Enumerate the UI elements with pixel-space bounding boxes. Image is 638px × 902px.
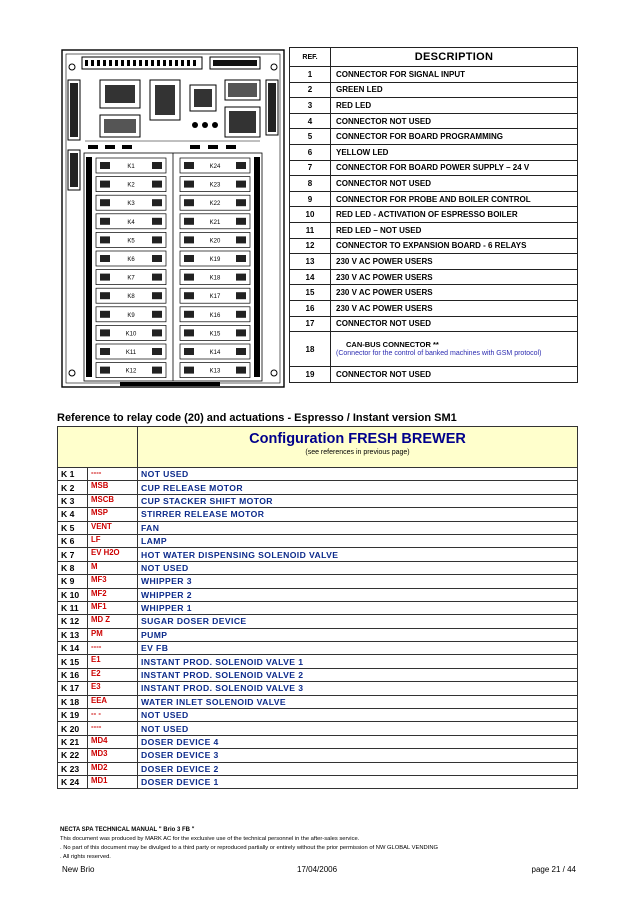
ref-number: 18 — [290, 332, 331, 367]
relay-id: K 13 — [58, 628, 88, 641]
config-header-cell — [138, 427, 578, 468]
board-relay-right — [180, 214, 250, 229]
relay-code: MD1 — [88, 775, 138, 788]
relay-row — [58, 775, 578, 788]
relay-label: K8 — [127, 294, 135, 301]
relay-id: K 14 — [58, 642, 88, 655]
ref-description: GREEN LED — [331, 82, 578, 98]
config-header-row — [58, 427, 578, 468]
relay-actuation: NOT USED — [138, 709, 578, 722]
relay-actuation: WHIPPER 2 — [138, 588, 578, 601]
relay-code: MSCB — [88, 494, 138, 507]
relay-code: MSB — [88, 481, 138, 494]
ref-row — [290, 367, 578, 383]
relay-actuation: NOT USED — [138, 561, 578, 574]
board-relay-left — [96, 195, 166, 210]
relay-id: K 11 — [58, 601, 88, 614]
relay-row — [58, 468, 578, 481]
board-relay-left — [96, 307, 166, 322]
relay-code: E2 — [88, 668, 138, 681]
ref-number: 12 — [290, 238, 331, 254]
footer-line: . No part of this document may be divulged to a third party or reproduced partially or entirely without the prior permission of NW GLOBAL VENDING — [60, 845, 439, 851]
relay-label: K12 — [125, 368, 137, 375]
ref-description: CONNECTOR NOT USED — [331, 367, 578, 383]
relay-id: K 9 — [58, 575, 88, 588]
ref-number: 16 — [290, 300, 331, 316]
ref-number: 8 — [290, 176, 331, 192]
relay-code: ---- — [88, 468, 138, 481]
ref-number: 9 — [290, 191, 331, 207]
relay-code: MD4 — [88, 735, 138, 748]
board-relay-left — [96, 251, 166, 266]
ref-table-header — [290, 48, 578, 67]
ref-number: 14 — [290, 269, 331, 285]
ref-row — [290, 67, 578, 83]
ref-description: RED LED - ACTIVATION OF ESPRESSO BOILER — [331, 207, 578, 223]
ref-row — [290, 98, 578, 114]
ref-row — [290, 269, 578, 285]
relay-row — [58, 494, 578, 507]
relay-id: K 10 — [58, 588, 88, 601]
relay-actuation: INSTANT PROD. SOLENOID VALVE 2 — [138, 668, 578, 681]
relay-id: K 8 — [58, 561, 88, 574]
ref-description: YELLOW LED — [331, 144, 578, 160]
relay-code: M — [88, 561, 138, 574]
relay-label: K23 — [209, 182, 221, 189]
relay-label: K19 — [209, 257, 221, 263]
ref-row — [290, 160, 578, 176]
board-relay-left — [96, 344, 166, 359]
board-diagram — [60, 45, 288, 390]
relay-row — [58, 615, 578, 628]
ref-description: CONNECTOR TO EXPANSION BOARD - 6 RELAYS — [331, 238, 578, 254]
relay-actuation: HOT WATER DISPENSING SOLENOID VALVE — [138, 548, 578, 561]
relay-code: MF3 — [88, 575, 138, 588]
board-relay-right — [180, 232, 250, 247]
relay-id: K 20 — [58, 722, 88, 735]
relay-id: K 17 — [58, 682, 88, 695]
footer-left: New Brio — [62, 865, 95, 874]
relay-id: K 19 — [58, 709, 88, 722]
ref-row — [290, 207, 578, 223]
footer-date: 17/04/2006 — [297, 865, 338, 874]
relay-id: K 18 — [58, 695, 88, 708]
relay-label: K7 — [127, 275, 135, 282]
relay-row — [58, 735, 578, 748]
relay-label: K20 — [209, 238, 221, 245]
ref-number: 10 — [290, 207, 331, 223]
relay-section-heading: Reference to relay code (20) and actuations - Espresso / Instant version SM1 — [57, 412, 457, 424]
relay-label: K10 — [125, 331, 137, 338]
relay-code: MD3 — [88, 749, 138, 762]
ref-description: RED LED — [331, 98, 578, 114]
ref-description: 230 V AC POWER USERS — [331, 269, 578, 285]
relay-code: PM — [88, 628, 138, 641]
relay-actuation: INSTANT PROD. SOLENOID VALVE 1 — [138, 655, 578, 668]
reference-table — [289, 47, 578, 383]
ref-number: 6 — [290, 144, 331, 160]
board-relay-left — [96, 270, 166, 285]
ref-row — [290, 300, 578, 316]
relay-row — [58, 668, 578, 681]
relay-label: K15 — [209, 331, 221, 338]
relay-actuation: DOSER DEVICE 4 — [138, 735, 578, 748]
header-ref: REF. — [290, 48, 331, 67]
relay-code: EV H2O — [88, 548, 138, 561]
relay-label: K17 — [209, 294, 221, 301]
ref-row — [290, 316, 578, 332]
relay-id: K 1 — [58, 468, 88, 481]
ref-number: 2 — [290, 82, 331, 98]
relay-label: K21 — [209, 219, 221, 226]
board-relay-right — [180, 251, 250, 266]
footer-title: NECTA SPA TECHNICAL MANUAL " Brio 3 FB " — [60, 827, 195, 833]
relay-code: LF — [88, 534, 138, 547]
board-relay-left — [96, 288, 166, 303]
relay-actuation: DOSER DEVICE 1 — [138, 775, 578, 788]
footer-line: This document was produced by MARK AC for the exclusive use of the technical personnel in the after-sales service. — [60, 836, 360, 842]
relay-id: K 23 — [58, 762, 88, 775]
config-title: Configuration FRESH BREWER — [249, 431, 466, 447]
relay-id: K 4 — [58, 508, 88, 521]
relay-actuation: CUP RELEASE MOTOR — [138, 481, 578, 494]
relay-row — [58, 534, 578, 547]
ref-row — [290, 254, 578, 270]
canbus-title: CAN-BUS CONNECTOR ** — [346, 340, 439, 350]
ref-row — [290, 238, 578, 254]
relay-row — [58, 521, 578, 534]
relay-code: MSP — [88, 508, 138, 521]
ref-description: 230 V AC POWER USERS — [331, 285, 578, 301]
config-blank-cell — [58, 427, 138, 468]
board-relay-right — [180, 195, 250, 210]
ref-row — [290, 176, 578, 192]
relay-row — [58, 481, 578, 494]
relay-row — [58, 548, 578, 561]
relay-label: K5 — [127, 238, 135, 245]
relay-actuation: INSTANT PROD. SOLENOID VALVE 3 — [138, 682, 578, 695]
relay-actuation: NOT USED — [138, 468, 578, 481]
relay-table — [57, 426, 578, 789]
relay-id: K 7 — [58, 548, 88, 561]
ref-description: CONNECTOR NOT USED — [331, 176, 578, 192]
ref-row — [290, 144, 578, 160]
board-relay-left — [96, 325, 166, 340]
relay-label: K4 — [127, 219, 135, 226]
relay-row — [58, 749, 578, 762]
ref-number: 17 — [290, 316, 331, 332]
relay-row — [58, 575, 578, 588]
relay-code: MF1 — [88, 601, 138, 614]
relay-code: EEA — [88, 695, 138, 708]
ref-row — [290, 191, 578, 207]
relay-actuation: NOT USED — [138, 722, 578, 735]
relay-label: K13 — [209, 368, 221, 375]
ref-description: 230 V AC POWER USERS — [331, 300, 578, 316]
ref-number: 15 — [290, 285, 331, 301]
relay-id: K 3 — [58, 494, 88, 507]
relay-id: K 16 — [58, 668, 88, 681]
relay-row — [58, 695, 578, 708]
board-relay-left — [96, 363, 166, 378]
relay-code: ---- — [88, 642, 138, 655]
board-relay-right — [180, 344, 250, 359]
ref-description: CONNECTOR FOR BOARD PROGRAMMING — [331, 129, 578, 145]
relay-id: K 24 — [58, 775, 88, 788]
ref-row — [290, 285, 578, 301]
board-relay-left — [96, 177, 166, 192]
board-relay-right — [180, 158, 250, 173]
board-relay-right — [180, 363, 250, 378]
relay-row — [58, 601, 578, 614]
relay-code: E3 — [88, 682, 138, 695]
relay-id: K 22 — [58, 749, 88, 762]
board-relay-left — [96, 232, 166, 247]
ref-description: CONNECTOR FOR PROBE AND BOILER CONTROL — [331, 191, 578, 207]
relay-actuation: PUMP — [138, 628, 578, 641]
relay-row — [58, 722, 578, 735]
ref-description: 230 V AC POWER USERS — [331, 254, 578, 270]
config-subtitle: (see references in previous page) — [305, 449, 410, 456]
board-relay-right — [180, 325, 250, 340]
relay-row — [58, 709, 578, 722]
ref-number: 3 — [290, 98, 331, 114]
relay-label: K1 — [127, 164, 135, 170]
relay-actuation: LAMP — [138, 534, 578, 547]
ref-number: 7 — [290, 160, 331, 176]
relay-code: MF2 — [88, 588, 138, 601]
relay-actuation: DOSER DEVICE 2 — [138, 762, 578, 775]
relay-actuation: WHIPPER 1 — [138, 601, 578, 614]
ref-row — [290, 82, 578, 98]
board-relay-right — [180, 307, 250, 322]
relay-code: -- - — [88, 709, 138, 722]
ref-row — [290, 113, 578, 129]
ref-number: 1 — [290, 67, 331, 83]
ref-number: 19 — [290, 367, 331, 383]
ref-description: CONNECTOR FOR BOARD POWER SUPPLY – 24 V — [331, 160, 578, 176]
footer-page-number: page 21 / 44 — [531, 865, 576, 874]
ref-description: CONNECTOR NOT USED — [331, 113, 578, 129]
board-relay-right — [180, 177, 250, 192]
relay-label: K3 — [127, 201, 135, 208]
relay-actuation: EV FB — [138, 642, 578, 655]
relay-id: K 5 — [58, 521, 88, 534]
relay-actuation: FAN — [138, 521, 578, 534]
relay-row — [58, 682, 578, 695]
relay-row — [58, 508, 578, 521]
relay-actuation: WATER INLET SOLENOID VALVE — [138, 695, 578, 708]
board-relay-left — [96, 214, 166, 229]
board-svg — [60, 45, 288, 390]
board-relay-right — [180, 288, 250, 303]
relay-code: E1 — [88, 655, 138, 668]
relay-label: K16 — [209, 312, 221, 319]
relay-label: K24 — [209, 164, 221, 170]
relay-row — [58, 642, 578, 655]
relay-label: K14 — [209, 350, 221, 356]
relay-row — [58, 655, 578, 668]
relay-code: MD2 — [88, 762, 138, 775]
board-relay-left — [96, 158, 166, 173]
relay-label: K22 — [209, 201, 221, 208]
relay-id: K 15 — [58, 655, 88, 668]
ref-row — [290, 222, 578, 238]
relay-label: K11 — [125, 350, 137, 356]
footer-line: . All rights reserved. — [60, 854, 111, 860]
relay-label: K2 — [127, 182, 135, 189]
relay-code: MD Z — [88, 615, 138, 628]
relay-row — [58, 588, 578, 601]
relay-id: K 12 — [58, 615, 88, 628]
canbus-note: (Connector for the control of banked machines with GSM protocol) — [336, 350, 542, 358]
footer-notice — [60, 826, 580, 862]
ref-number: 5 — [290, 129, 331, 145]
ref-table-body — [290, 67, 578, 383]
relay-actuation: STIRRER RELEASE MOTOR — [138, 508, 578, 521]
relay-actuation: DOSER DEVICE 3 — [138, 749, 578, 762]
relay-id: K 2 — [58, 481, 88, 494]
relay-label: K9 — [127, 312, 135, 319]
relay-label: K18 — [209, 275, 221, 282]
header-description: DESCRIPTION — [331, 48, 578, 67]
ref-number: 13 — [290, 254, 331, 270]
relay-label: K6 — [127, 257, 135, 263]
ref-row-canbus — [290, 332, 578, 367]
ref-number: 11 — [290, 222, 331, 238]
relay-code: VENT — [88, 521, 138, 534]
relay-id: K 6 — [58, 534, 88, 547]
relay-row — [58, 561, 578, 574]
ref-description — [331, 332, 578, 367]
relay-actuation: CUP STACKER SHIFT MOTOR — [138, 494, 578, 507]
ref-description: CONNECTOR NOT USED — [331, 316, 578, 332]
relay-row — [58, 628, 578, 641]
relay-row — [58, 762, 578, 775]
board-relay-right — [180, 270, 250, 285]
ref-description: CONNECTOR FOR SIGNAL INPUT — [331, 67, 578, 83]
ref-row — [290, 129, 578, 145]
relay-actuation: SUGAR DOSER DEVICE — [138, 615, 578, 628]
relay-id: K 21 — [58, 735, 88, 748]
ref-description: RED LED – NOT USED — [331, 222, 578, 238]
relay-code: ---- — [88, 722, 138, 735]
relay-actuation: WHIPPER 3 — [138, 575, 578, 588]
ref-number: 4 — [290, 113, 331, 129]
